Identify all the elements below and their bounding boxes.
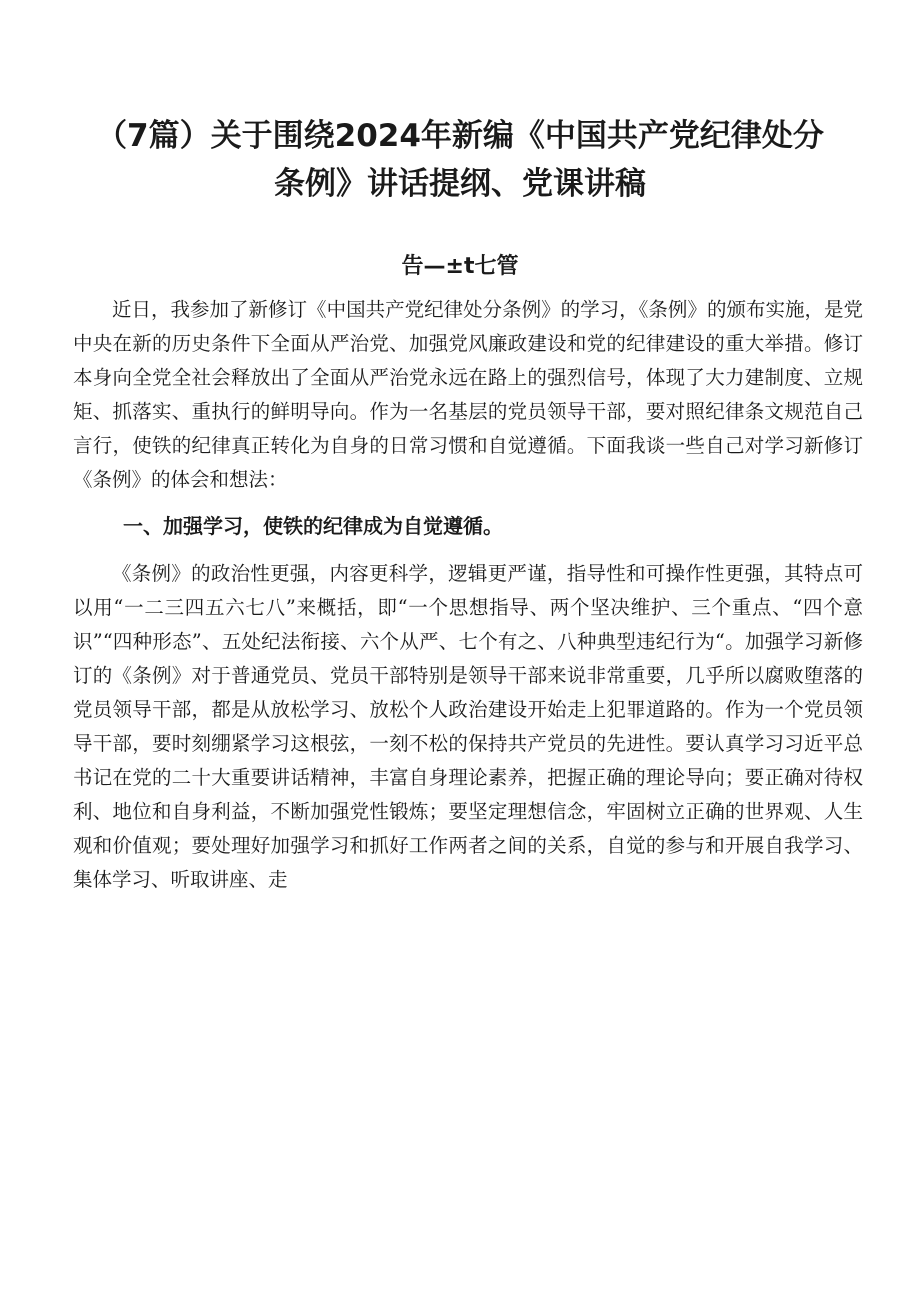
title-line-1: （7篇）关于围绕2024年新编《中国共产党纪律处分 bbox=[96, 118, 824, 154]
section-heading-1: 一、加强学习，使铁的纪律成为自觉遵循。 bbox=[123, 514, 503, 538]
document-title bbox=[60, 112, 860, 208]
title-line-2: 条例》讲话提纲、党课讲稿 bbox=[274, 166, 646, 202]
document-body bbox=[73, 293, 863, 897]
document-subtitle: 告—±t七管 bbox=[401, 254, 519, 279]
paragraph-section-1: 《条例》的政治性更强，内容更科学，逻辑更严谨，指导性和可操作性更强，其特点可以用“一二三四五六七八”来概括，即“一个思想指导、两个坚决维护、三个重点、“四个意识”“四种形态”、五处纪法衔接、六个从严、七个有之、八种典型违纪行为“。加强学习新修订的《条例》对于普通党员、党员干部特别是领导干部来说非常重要，几乎所以腐败堕落的党员领导干部，都是从放松学习、放松个人政治建设开始走上犯罪道路的。作为一个党员领导干部，要时刻绷紧学习这根弦，一刻不松的保持共产党员的先进性。要认真学习习近平总书记在党的二十大重要讲话精神，丰富自身理论素养，把握正确的理论导向；要正确对待权利、地位和自身利益，不断加强党性锻炼；要坚定理想信念，牢固树立正确的世界观、人生观和价值观；要处理好加强学习和抓好工作两者之间的关系，自觉的参与和开展自我学习、集体学习、听取讲座、走 bbox=[73, 562, 863, 891]
paragraph-intro: 近日，我参加了新修订《中国共产党纪律处分条例》的学习，《条例》的颁布实施，是党中央在新的历史条件下全面从严治党、加强党风廉政建设和党的纪律建设的重大举措。修订本身向全党全社会释放出了全面从严治党永远在路上的强烈信号，体现了大力建制度、立规矩、抓落实、重执行的鲜明导向。作为一名基层的党员领导干部，要对照纪律条文规范自己言行，使铁的纪律真正转化为自身的日常习惯和自觉遵循。下面我谈一些自己对学习新修订《条例》的体会和想法： bbox=[73, 298, 863, 491]
